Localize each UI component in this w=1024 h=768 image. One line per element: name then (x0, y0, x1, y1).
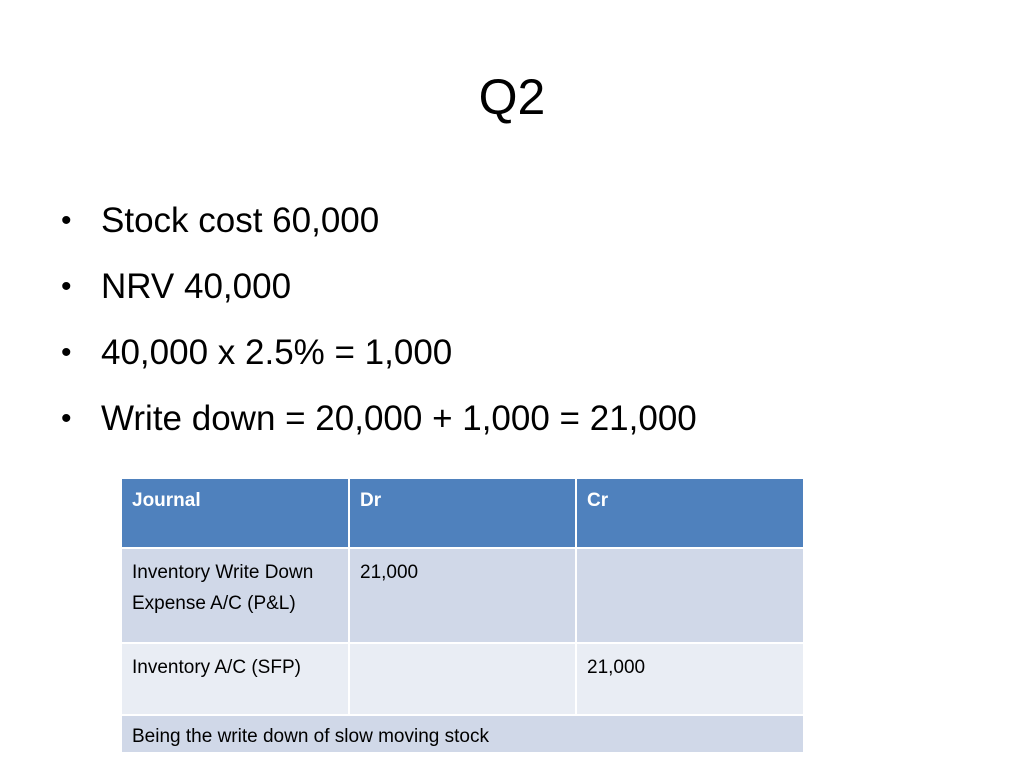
header-debit: Dr (349, 478, 576, 548)
header-journal: Journal (121, 478, 349, 548)
narration-row (121, 715, 804, 753)
bullet-item (56, 320, 697, 386)
bullet-icon: • (61, 270, 72, 303)
debit-cell (349, 643, 576, 715)
debit-cell: 21,000 (349, 548, 576, 643)
bullet-text: Stock cost 60,000 (101, 201, 380, 240)
table-row (121, 643, 804, 715)
header-credit: Cr (576, 478, 804, 548)
credit-cell (576, 548, 804, 643)
narration-cell: Being the write down of slow moving stock (121, 715, 804, 753)
journal-table (120, 477, 805, 754)
bullet-item (56, 254, 697, 320)
bullet-text: 40,000 x 2.5% = 1,000 (101, 333, 453, 372)
journal-header-row (121, 478, 804, 548)
bullet-icon: • (61, 204, 72, 237)
bullet-list (56, 188, 697, 452)
bullet-icon: • (61, 402, 72, 435)
account-cell: Inventory Write Down Expense A/C (P&L) (121, 548, 349, 643)
bullet-item (56, 188, 697, 254)
credit-cell: 21,000 (576, 643, 804, 715)
account-cell: Inventory A/C (SFP) (121, 643, 349, 715)
table-row (121, 548, 804, 643)
bullet-text: NRV 40,000 (101, 267, 292, 306)
slide-title: Q2 (478, 69, 546, 125)
bullet-text: Write down = 20,000 + 1,000 = 21,000 (101, 399, 697, 438)
bullet-icon: • (61, 336, 72, 369)
bullet-item (56, 386, 697, 452)
